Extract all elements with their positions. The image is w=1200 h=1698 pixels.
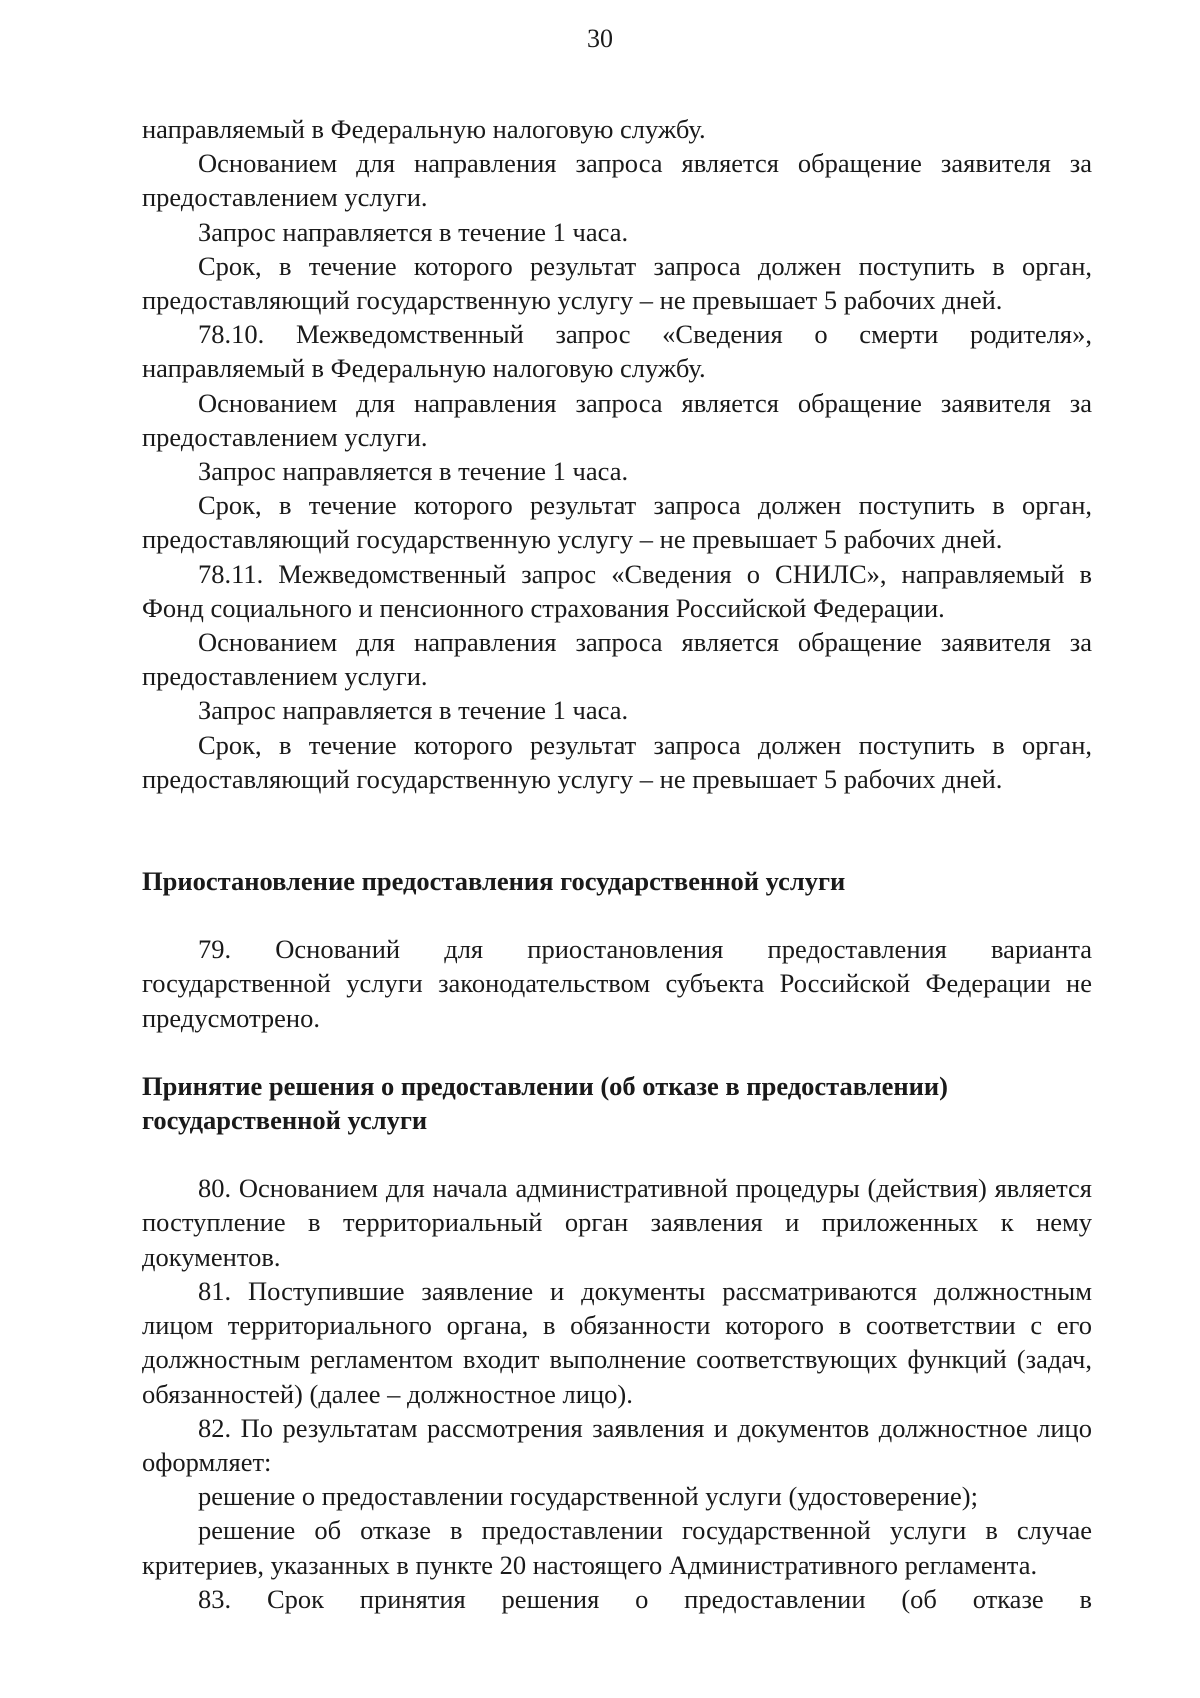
paragraph-82-item2: решение об отказе в предоставлении государственной услуги в случае критериев, указанных в пункте 20 настоящего Административного регламента. bbox=[142, 1515, 1092, 1580]
paragraph-82-item1: решение о предоставлении государственной услуги (удостоверение); bbox=[198, 1481, 978, 1512]
paragraph-82: 82. По результатам рассмотрения заявления и документов должностное лицо оформляет: bbox=[142, 1412, 1092, 1477]
paragraph-80: 80. Основанием для начала административной процедуры (действия) является поступление в территориальный орган заявления и приложенных к нему документов. bbox=[142, 1173, 1092, 1272]
paragraph: Основанием для направления запроса является обращение заявителя за предоставлением услуги. bbox=[142, 387, 1092, 452]
page-number: 30 bbox=[587, 24, 613, 53]
section-heading-decision-line2: государственной услуги bbox=[142, 1105, 428, 1136]
paragraph-83: 83. Срок принятия решения о предоставлении (об отказе в bbox=[198, 1583, 1092, 1614]
paragraph: Срок, в течение которого результат запроса должен поступить в орган, предоставляющий государственную услугу – не превышает 5 рабочих дней. bbox=[142, 490, 1092, 555]
paragraph: Срок, в течение которого результат запроса должен поступить в орган, предоставляющий государственную услугу – не превышает 5 рабочих дней. bbox=[142, 250, 1092, 316]
paragraph: Запрос направляется в течение 1 часа. bbox=[198, 456, 629, 487]
section-heading-decision-line1: Принятие решения о предоставлении (об отказе в предоставлении) bbox=[142, 1070, 948, 1101]
paragraph: направляемый в Федеральную налоговую службу. bbox=[142, 114, 706, 144]
paragraph-79: 79. Оснований для приостановления предоставления варианта государственной услуги законодательством субъекта Российской Федерации не предусмотрено. bbox=[142, 934, 1092, 1033]
section-heading-suspension: Приостановление предоставления государственной услуги bbox=[142, 866, 846, 897]
paragraph: Основанием для направления запроса является обращение заявителя за предоставлением услуги. bbox=[142, 148, 1092, 213]
paragraph: 78.11. Межведомственный запрос «Сведения о СНИЛС», направляемый в Фонд социального и пенсионного страхования Российской Федерации. bbox=[142, 558, 1092, 623]
paragraph: Основанием для направления запроса является обращение заявителя за предоставлением услуги. bbox=[142, 627, 1092, 692]
paragraph: Запрос направляется в течение 1 часа. bbox=[198, 216, 629, 247]
document-body bbox=[142, 112, 1092, 1616]
paragraph: 78.10. Межведомственный запрос «Сведения о смерти родителя», направляемый в Федеральную налоговую службу. bbox=[142, 319, 1092, 384]
paragraph-81: 81. Поступившие заявление и документы рассматриваются должностным лицом территориального органа, в обязанности которого в соответствии с его должностным регламентом входит выполнение соответствующих функций (задач, обязанностей) (далее – должностное лицо). bbox=[142, 1275, 1092, 1409]
paragraph: Срок, в течение которого результат запроса должен поступить в орган, предоставляющий государственную услугу – не превышает 5 рабочих дней. bbox=[142, 729, 1092, 794]
paragraph: Запрос направляется в течение 1 часа. bbox=[198, 695, 629, 726]
